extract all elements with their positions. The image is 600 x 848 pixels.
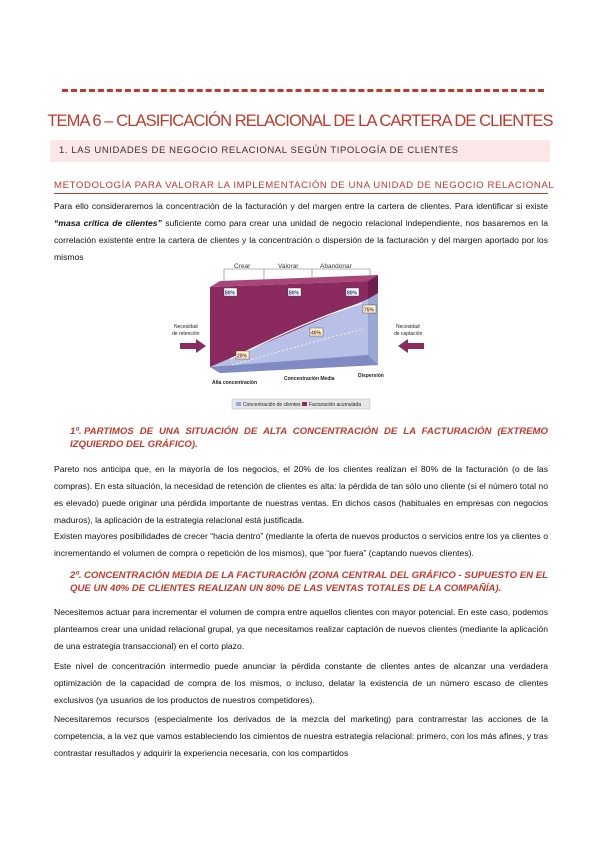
pct-top-3: 80% <box>347 290 358 297</box>
subsection-heading: METODOLOGÍA PARA VALORAR LA IMPLEMENTACIÓN DE UNA UNIDAD DE NEGOCIO RELACIONAL <box>54 180 555 191</box>
point2-paragraph-3: Necesitaremos recursos (especialmente los derivados de la mezcla del marketing) para contrarrestar las acciones de la competencia, a la vez que vamos estableciendo los cimientos de nuestra estrategia relacional: primero, con los más afines, y tras contrastar resultados y adquirir la experiencia necesaria, con los compartidos <box>54 714 548 758</box>
header-abandonar: Abandonar <box>320 263 352 270</box>
left-label-2: de retención <box>172 331 200 337</box>
left-label-1: Necesidad <box>174 324 198 330</box>
captacion-arrow <box>398 339 424 353</box>
legend-clientes: Concentración de clientes <box>243 402 301 408</box>
pct-curve-1: 20% <box>237 353 248 360</box>
section-heading: 1. LAS UNIDADES DE NEGOCIO RELACIONAL SEGÚN TIPOLOGÍA DE CLIENTES <box>59 145 459 156</box>
header-valorar: Valorar <box>278 263 299 270</box>
header-crear: Crear <box>234 263 251 270</box>
axis-media: Concentración Media <box>284 376 335 382</box>
point2-paragraph-1: Necesitemos actuar para incrementar el volumen de compra entre aquellos clientes con mayor potencial. En este caso, podemos planteamos crear una unidad relacional grupal, ya que necesitamos realizar captación de nuevos clientes (mediante la aplicación de una estrategia transaccional) en el corto plazo. <box>54 607 548 651</box>
pct-top-1: 80% <box>225 290 236 297</box>
section-heading-box <box>50 140 550 162</box>
pct-curve-2: 40% <box>311 330 322 337</box>
point2-paragraph-2: Este nivel de concentración intermedio puede anunciar la pérdida constante de clientes antes de alcanzar una verdadera optimización de la capacidad de compra de los mismos, o incluso, delatar la existencia de un número escaso de clientes exclusivos (ya usuarios de los productos de nuestros competidores). <box>54 661 548 705</box>
point2-heading: 2º. CONCENTRACIÓN MEDIA DE LA FACTURACIÓN (ZONA CENTRAL DEL GRÁFICO - SUPUESTO EN EL QUE UN 40% DE CLIENTES REALIZAN UN 80% DE LAS VENTAS TOTALES DE LA COMPAÑÍA). <box>70 570 548 594</box>
subsection-rule <box>54 193 548 194</box>
pct-curve-3: 75% <box>364 307 375 314</box>
point1-paragraph-1: Pareto nos anticipa que, en la mayoría de los negocios, el 20% de los clientes realizan el 80% de la facturación (o de las compras). En esta situación, la necesidad de retención de clientes es alta: la pérdida de tan sólo uno cliente (si el número total no es elevado) puede originar una pérdida importante de nuestras ventas. En dichos casos (habituales en empresas con negocios maduros), la aplicación de la estrategia relacional está justificada. <box>54 464 548 525</box>
point1-paragraph-2: Existen mayores posibilidades de crecer “hacia dentro” (mediante la oferta de nuevos productos o servicios entre los ya clientes o incrementando el volumen de compra o repetición de los mismos), que “por fuera” (captando nuevos clientes). <box>54 531 548 558</box>
axis-alta: Alta concentración <box>212 380 258 386</box>
pct-top-2: 80% <box>289 290 300 297</box>
intro-emphasis: “masa crítica de clientes” <box>54 218 162 228</box>
intro-paragraph: Para ello consideraremos la concentración de la facturación y del margen entre la cartera de clientes. Para identificar si existe “masa crítica de clientes” suficiente como para crear una unidad de negocio relacional independiente, nos basaremos en la correlación existente entre la cartera de clientes y la concentración o dispersión de la facturación y del margen aportado por los mismos <box>54 201 548 262</box>
page-title: TEMA 6 – CLASIFICACIÓN RELACIONAL DE LA CARTERA DE CLIENTES <box>47 112 553 130</box>
retention-arrow <box>180 339 206 353</box>
right-label-2: de captación <box>394 331 423 337</box>
axis-dispersion: Dispersión <box>358 373 384 379</box>
point1-heading: 1º. PARTIMOS DE UNA SITUACIÓN DE ALTA CONCENTRACIÓN DE LA FACTURACIÓN (EXTREMO IZQUIERDO DEL GRÁFICO). <box>70 426 548 450</box>
legend-facturacion: Facturación acumulada <box>309 402 361 408</box>
title-dashed-rule <box>62 89 544 92</box>
concentration-chart <box>172 259 432 417</box>
right-label-1: Necesidad <box>396 324 420 330</box>
